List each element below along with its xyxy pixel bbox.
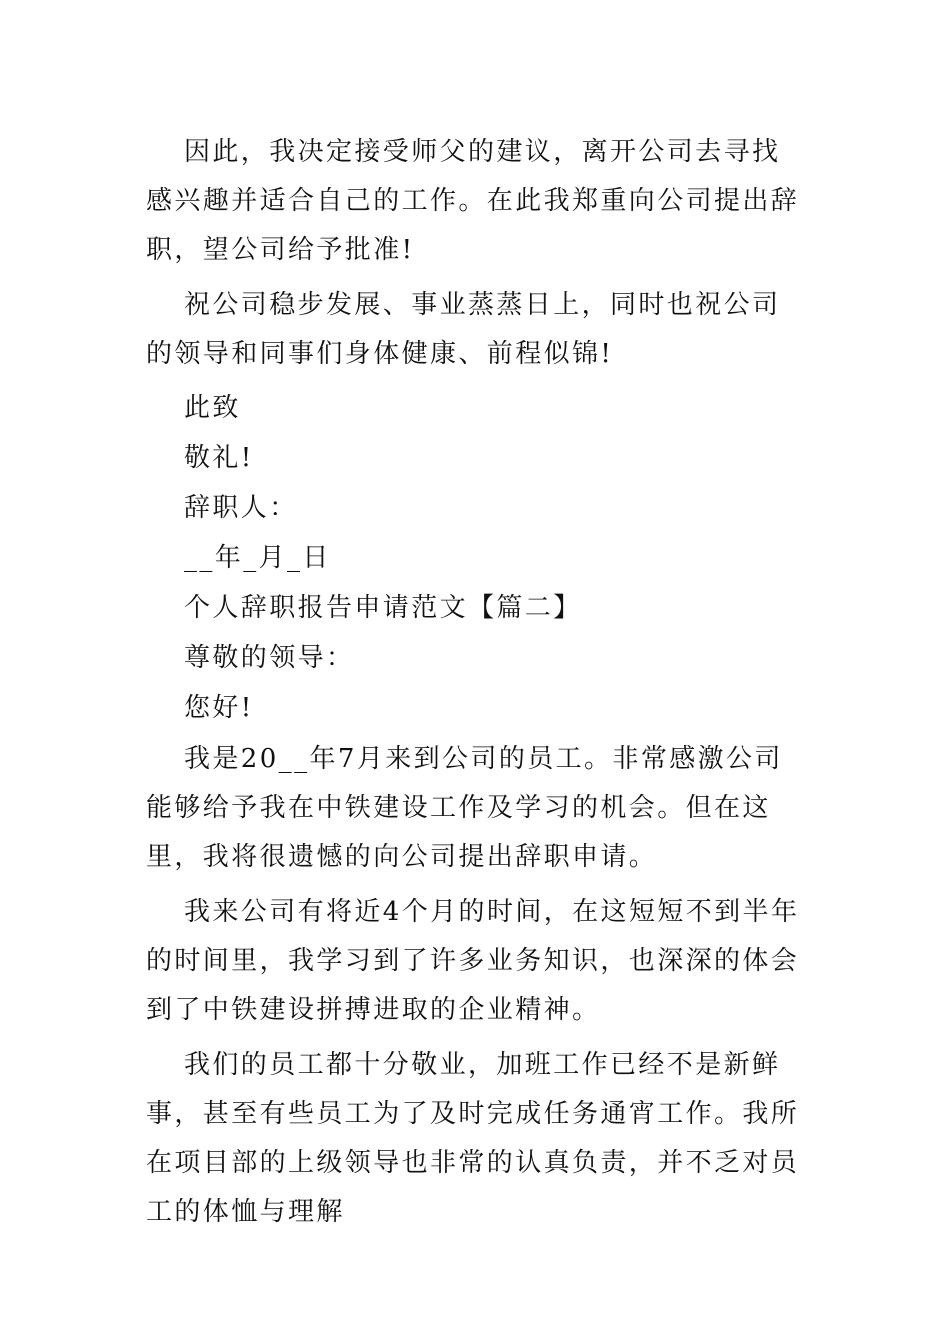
document-body [146, 128, 806, 1243]
signer-line: 辞职人： [184, 493, 298, 523]
salutation-line: 尊敬的领导： [184, 643, 355, 673]
date-line: __年_月_日 [184, 543, 331, 573]
paragraph-experience: 我来公司有将近4个月的时间，在这短短不到半年的时间里，我学习到了许多业务知识，也深深的体会到了中铁建设拼搏进取的企业精神。 [146, 897, 800, 1025]
paragraph-colleagues: 我们的员工都十分敬业，加班工作已经不是新鲜事，甚至有些员工为了及时完成任务通宵工作。我所在项目部的上级领导也非常的认真负责，并不乏对员工的体恤与理解 [146, 1050, 800, 1227]
closing-line-2: 敬礼! [184, 443, 254, 473]
section-title: 个人辞职报告申请范文【篇二】 [184, 593, 582, 623]
paragraph-decision: 因此，我决定接受师父的建议，离开公司去寻找感兴趣并适合自己的工作。在此我郑重向公司提出辞职，望公司给予批准! [146, 137, 800, 265]
paragraph-intro: 我是20__年7月来到公司的员工。非常感激公司能够给予我在中铁建设工作及学习的机会。但在这里，我将很遗憾的向公司提出辞职申请。 [146, 744, 783, 872]
paragraph-wishes: 祝公司稳步发展、事业蒸蒸日上，同时也祝公司的领导和同事们身体健康、前程似锦! [146, 290, 781, 369]
closing-line-1: 此致 [184, 393, 241, 423]
greeting-line: 您好! [184, 693, 254, 723]
